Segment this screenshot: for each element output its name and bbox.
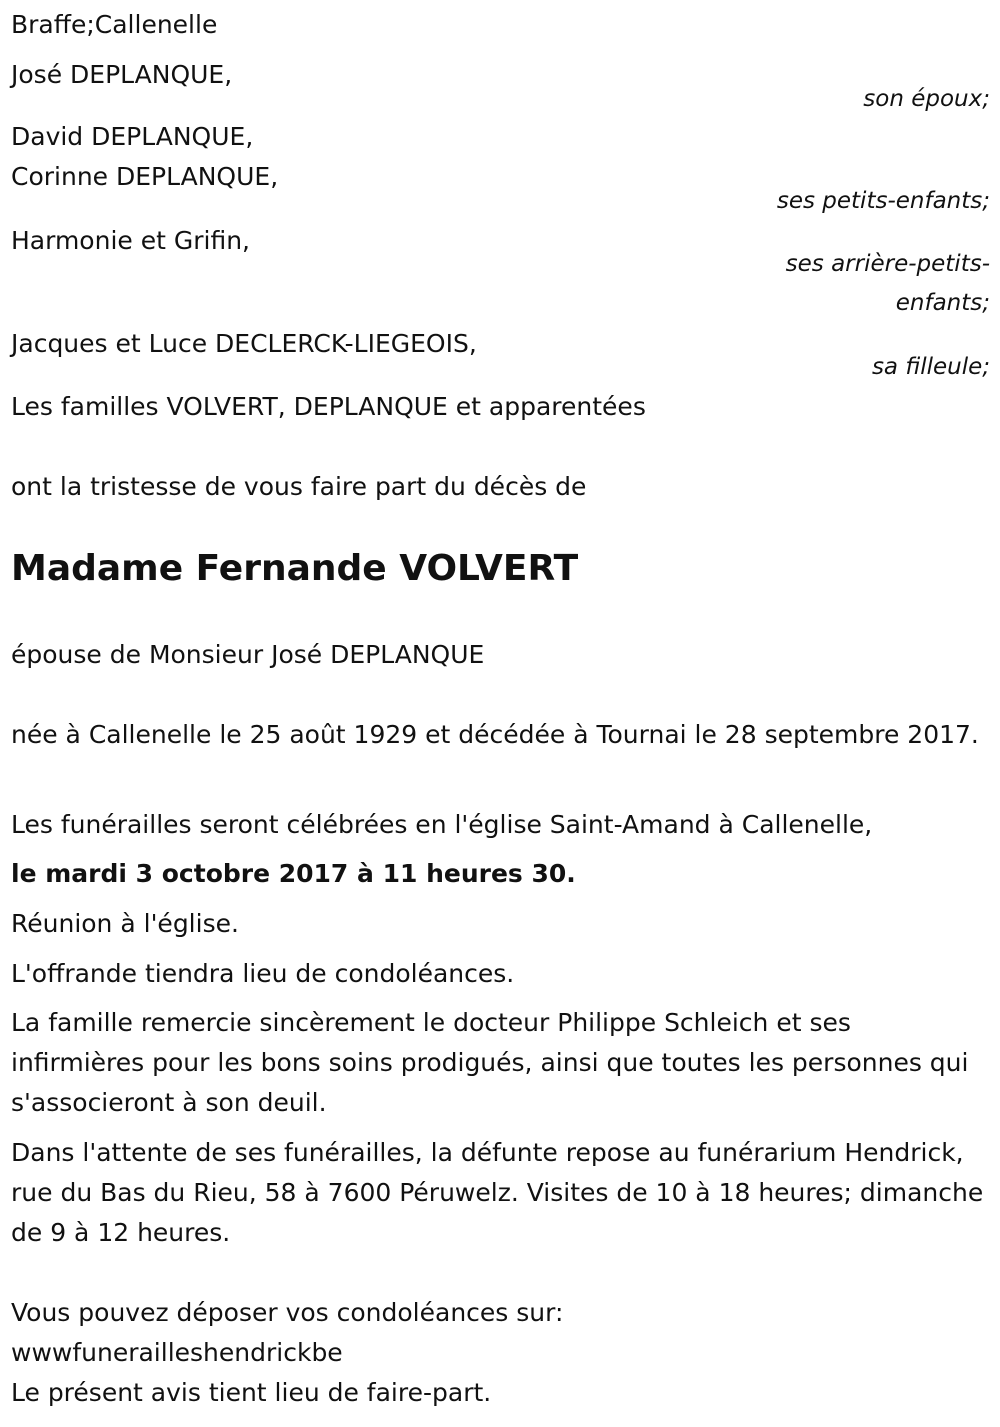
notice-footer: Le présent avis tient lieu de faire-part.: [11, 1378, 492, 1407]
family-member-great-grandchildren: Harmonie et Grifin,: [11, 226, 250, 255]
family-member-grandchild-2: Corinne DEPLANQUE,: [11, 162, 279, 191]
relation-spouse: son époux;: [863, 86, 990, 112]
birth-death-dates: née à Callenelle le 25 août 1929 et décédée à Tournai le 28 septembre 2017.: [11, 720, 979, 749]
family-member-grandchild-1: David DEPLANQUE,: [11, 122, 254, 151]
offering-info: L'offrande tiendra lieu de condoléances.: [11, 959, 515, 988]
related-families: Les familles VOLVERT, DEPLANQUE et apparentées: [11, 392, 646, 421]
relation-grandchildren: ses petits-enfants;: [776, 188, 990, 214]
deceased-name: Madame Fernande VOLVERT: [11, 548, 579, 589]
meeting-info: Réunion à l'église.: [11, 909, 239, 938]
relation-great-grandchildren-line1: ses arrière-petits-: [785, 251, 990, 277]
locality-header: Braffe;Callenelle: [11, 10, 218, 39]
visitation-paragraph: Dans l'attente de ses funérailles, la défunte repose au funérarium Hendrick, rue du Bas du Rieu, 58 à 7600 Péruwelz. Visites de 10 à 18 heures; dimanche de 9 à 12 heures.: [11, 1138, 984, 1247]
funeral-place: Les funérailles seront célébrées en l'église Saint-Amand à Callenelle,: [11, 810, 873, 839]
condolences-label: Vous pouvez déposer vos condoléances sur:: [11, 1298, 564, 1327]
condolences-website[interactable]: wwwfunerailleshendrickbe: [11, 1338, 343, 1367]
relation-goddaughter: sa filleule;: [871, 354, 990, 380]
family-member-goddaughter: Jacques et Luce DECLERCK-LIEGEOIS,: [11, 329, 477, 358]
relation-great-grandchildren-line2: enfants;: [895, 290, 990, 316]
thanks-paragraph: La famille remercie sincèrement le docteur Philippe Schleich et ses infirmières pour les bons soins prodigués, ainsi que toutes les personnes qui s'associeront à son deuil.: [11, 1008, 969, 1117]
family-member-spouse: José DEPLANQUE,: [11, 60, 233, 89]
spouse-line: épouse de Monsieur José DEPLANQUE: [11, 640, 485, 669]
funeral-datetime: le mardi 3 octobre 2017 à 11 heures 30.: [11, 859, 576, 888]
announcement-text: ont la tristesse de vous faire part du décès de: [11, 472, 587, 501]
